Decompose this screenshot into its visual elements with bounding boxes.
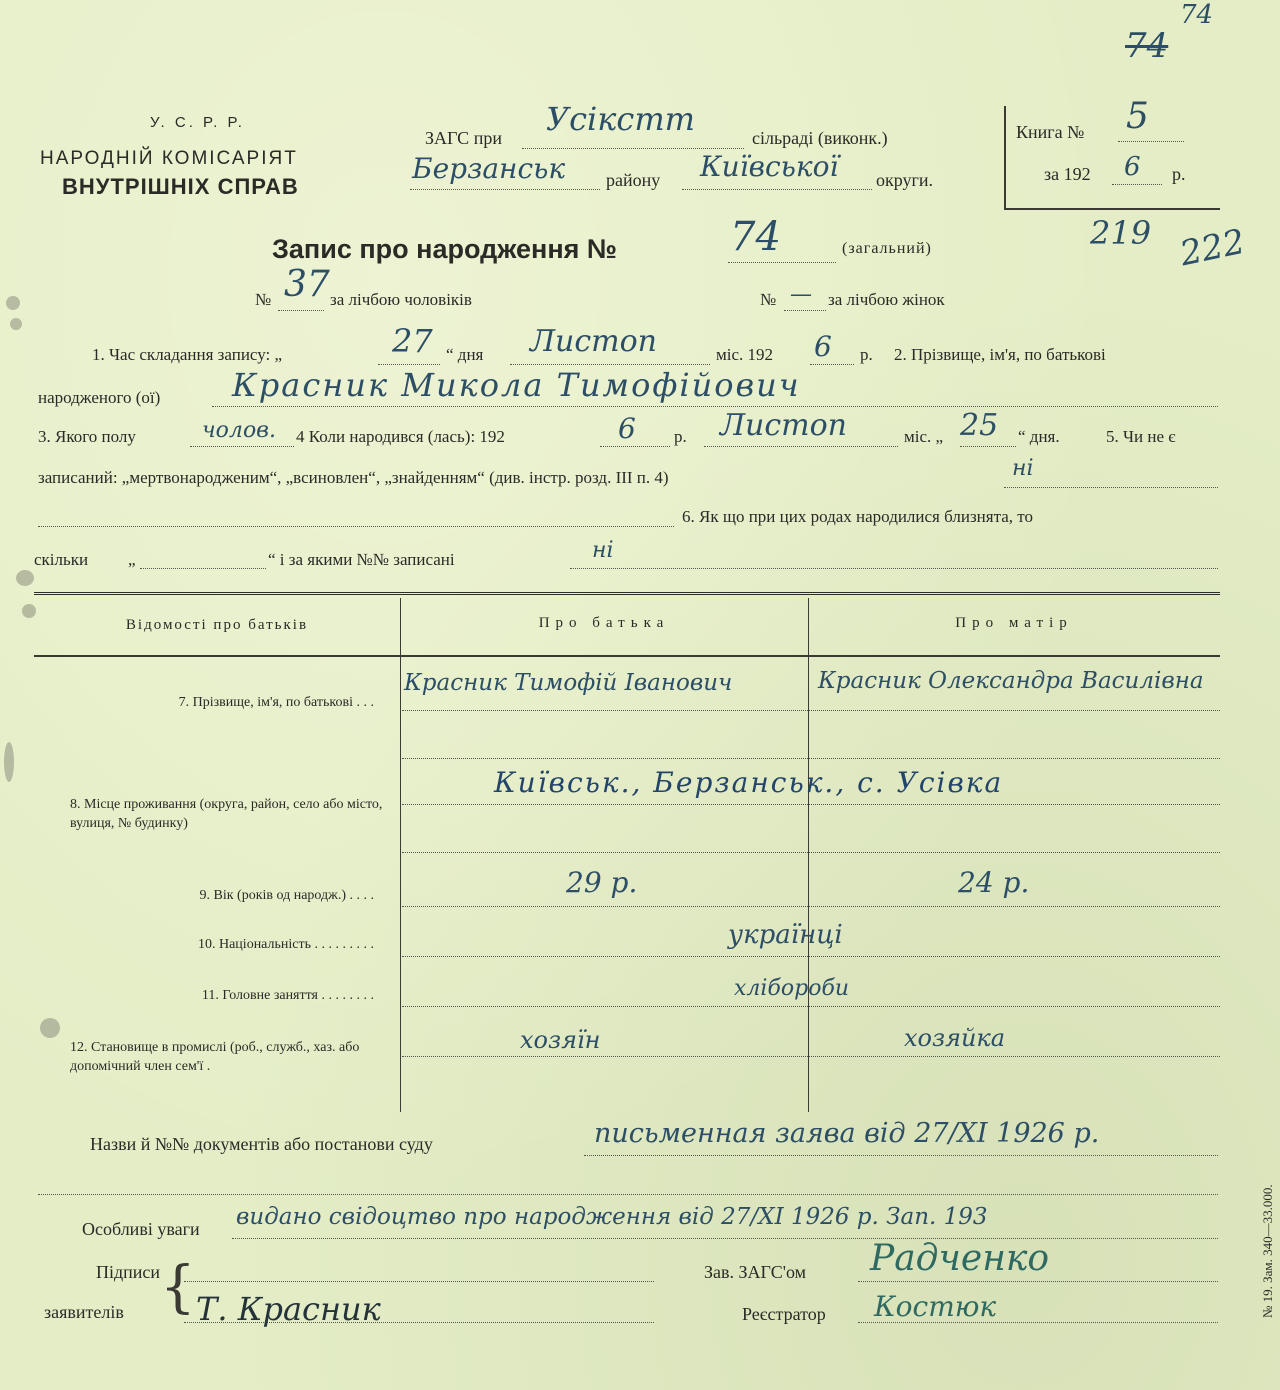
general-label: (загальний) [842,240,932,257]
f3-label: 3. Якого полу [38,427,136,446]
sign-underline-1 [184,1281,654,1282]
corner-number-crossed: 74 [1125,26,1169,66]
table-divider-1 [400,598,401,1112]
row-10-rule [402,956,1220,957]
row-11-label: 11. Головне заняття . . . . . . . . [201,988,374,1003]
applicant-signature: Т. Красник [196,1290,381,1328]
head-signature: Радченко [870,1238,1050,1279]
table-header-rule [34,655,1220,657]
notes-underline [232,1238,1218,1239]
f6-label2c: “ і за якими №№ записані [268,550,455,569]
f4-year-underline [600,446,670,447]
row-8-rule-b [402,852,1220,853]
f2-label: 2. Прізвище, ім'я, по батькові [894,345,1106,364]
punch-hole [10,318,22,330]
docs-underline [584,1155,1218,1156]
row-9-mother: 24 р. [958,866,1030,899]
docs-underline-2 [38,1194,1218,1195]
f3-underline [190,446,294,447]
okrug-value: Київської [700,150,839,183]
okrug-label: округи. [876,170,934,190]
women-label: за лічбою жінок [828,290,945,309]
f5-cont-underline [38,526,674,527]
row-11-shared: хлібороби [734,976,850,1001]
f4-label: 4 Коли народився (лась): 192 [296,427,505,446]
notes-value: видано свідоцтво про народження від 27/ХІ 1926 р. Зап. 193 [236,1204,988,1230]
f5-underline [1004,487,1218,488]
f6-label2b: „ [128,550,136,569]
zags-prefix: ЗАГС при [425,128,502,148]
f1-month-underline [510,364,710,365]
women-underline [784,310,826,311]
f6-value: ні [592,538,614,563]
side-number-2: 222 [1176,221,1249,275]
f1-mis: міс. 192 [716,345,774,364]
registrar-signature: Костюк [874,1290,997,1323]
sign-brace: { [160,1255,196,1320]
f4-month: Листоп [720,408,847,443]
docs-label: Назви й №№ документів або постанови суду [90,1134,433,1154]
sign-label-1: Підписи [96,1262,161,1282]
men-no-label: № [255,290,272,309]
punch-hole [22,604,36,618]
zags-value: Усікстт [546,100,695,138]
f6-label: 6. Як що при цих родах народилися близнята, то [682,507,1033,526]
year-prefix: за 192 [1044,164,1091,184]
year-value: 6 [1124,152,1141,182]
f4-year: 6 [618,412,636,445]
f2-value: Красник Микола Тимофійович [232,366,801,404]
f4-month-underline [704,446,898,447]
f6-label2a: скільки [34,550,89,569]
raion-value: Берзанськ [412,152,566,185]
f1-year: 6 [814,330,832,363]
row-7-label: 7. Прізвище, ім'я, по батькові . . . [178,695,374,710]
f1-month: Листоп [530,324,657,359]
silradi-label: сільраді (виконк.) [752,128,888,148]
raion-underline [410,189,600,190]
women-no-label: № [760,290,777,309]
row-8-label: 8. Місце проживання (округа, район, село або місто, вулиця, № будинку) [70,797,383,831]
f2-label2: народженого (ої) [38,388,161,407]
women-count: — [790,282,812,307]
f4-day-underline [960,446,1016,447]
title-underline [728,262,836,263]
f3-value: чолов. [202,418,276,443]
row-8-shared: Київськ., Берзанськ., с. Усівка [494,766,1004,799]
punch-hole [6,296,20,310]
col-header-mother: Про матір [955,615,1073,631]
record-title: Запис про народження № [272,234,618,264]
punch-hole [40,1018,60,1038]
row-12-mother: хозяйка [904,1024,1006,1052]
men-underline [278,310,324,311]
row-9-father: 29 р. [566,866,638,899]
table-top-rule [34,592,1220,599]
f4-r: р. [674,427,687,446]
f1-day-underline [378,364,440,365]
ussr-header: У. С. Р. Р. [150,114,245,131]
row-12-rule [402,1056,1220,1057]
notes-label: Особливі уваги [82,1219,200,1239]
f1-label: 1. Час складання запису: „ [92,345,283,364]
row-12-father: хозяїн [520,1026,601,1054]
side-number-1: 219 [1090,214,1152,252]
row-10-shared: українці [728,920,843,950]
f1-day: 27 [392,322,433,360]
record-number: 74 [730,214,781,260]
registrar-label: Реєстратор [742,1304,826,1324]
year-underline [1112,184,1162,185]
col-header-father: Про батька [538,615,670,631]
punch-hole [16,570,34,586]
f1-year-underline [810,364,854,365]
ministry-line1: НАРОДНІЙ КОМІСАРІЯТ [40,148,298,169]
corner-number: 74 [1180,0,1214,30]
row-7-mother: Красник Олександра Василівна [818,668,1204,694]
book-label: Книга № [1016,122,1085,142]
row-7-rule [402,710,1220,711]
f1-r: р. [860,345,873,364]
row-12-label: 12. Становище в промислі (роб., служб., хаз. або допомічний член сем'ї . [70,1040,360,1074]
f5-label: 5. Чи не є [1106,427,1176,446]
f6-count-underline [140,568,266,569]
docs-value: письменная заява від 27/ХІ 1926 р. [594,1118,1100,1149]
book-value: 5 [1126,96,1149,137]
raion-label: району [606,170,661,190]
punch-hole [4,742,14,782]
row-10-label: 10. Національність . . . . . . . . . [197,937,374,952]
f4-mis: міс. „ [904,427,944,446]
book-underline [1118,141,1184,142]
okrug-underline [682,189,872,190]
head-label: Зав. ЗАГС'ом [704,1262,806,1282]
print-mark: № 19. Зам. 340—33.000. [1260,1184,1275,1318]
f5-value: ні [1012,456,1034,481]
f2-underline [212,406,1218,407]
row-9-label: 9. Вік (років од народж.) . . . . [199,888,374,903]
men-count: 37 [284,264,330,305]
f6-underline [570,568,1218,569]
f4-day: 25 [960,408,999,443]
row-11-rule [402,1006,1220,1007]
zags-underline [522,148,744,149]
ministry-line2: ВНУТРІШНІХ СПРАВ [62,174,299,199]
row-8-rule [402,804,1220,805]
men-label: за лічбою чоловіків [330,290,472,309]
year-suffix: р. [1172,164,1186,184]
table-divider-2 [808,598,809,1112]
col-header-parents: Відомості про батьків [125,617,309,633]
f1-day-suffix: “ дня [446,345,484,364]
head-underline [858,1281,1218,1282]
row-9-rule [402,906,1220,907]
f5-label2: записаний: „мертвонародженим“, „всиновлен“, „знайденням“ (див. інстр. розд. III п. 4) [38,468,669,487]
f4-day-suffix: “ дня. [1018,427,1060,446]
row-7-father: Красник Тимофій Іванович [404,670,733,696]
row-7-rule-b [402,758,1220,759]
sign-label-2: заявителів [44,1302,124,1322]
